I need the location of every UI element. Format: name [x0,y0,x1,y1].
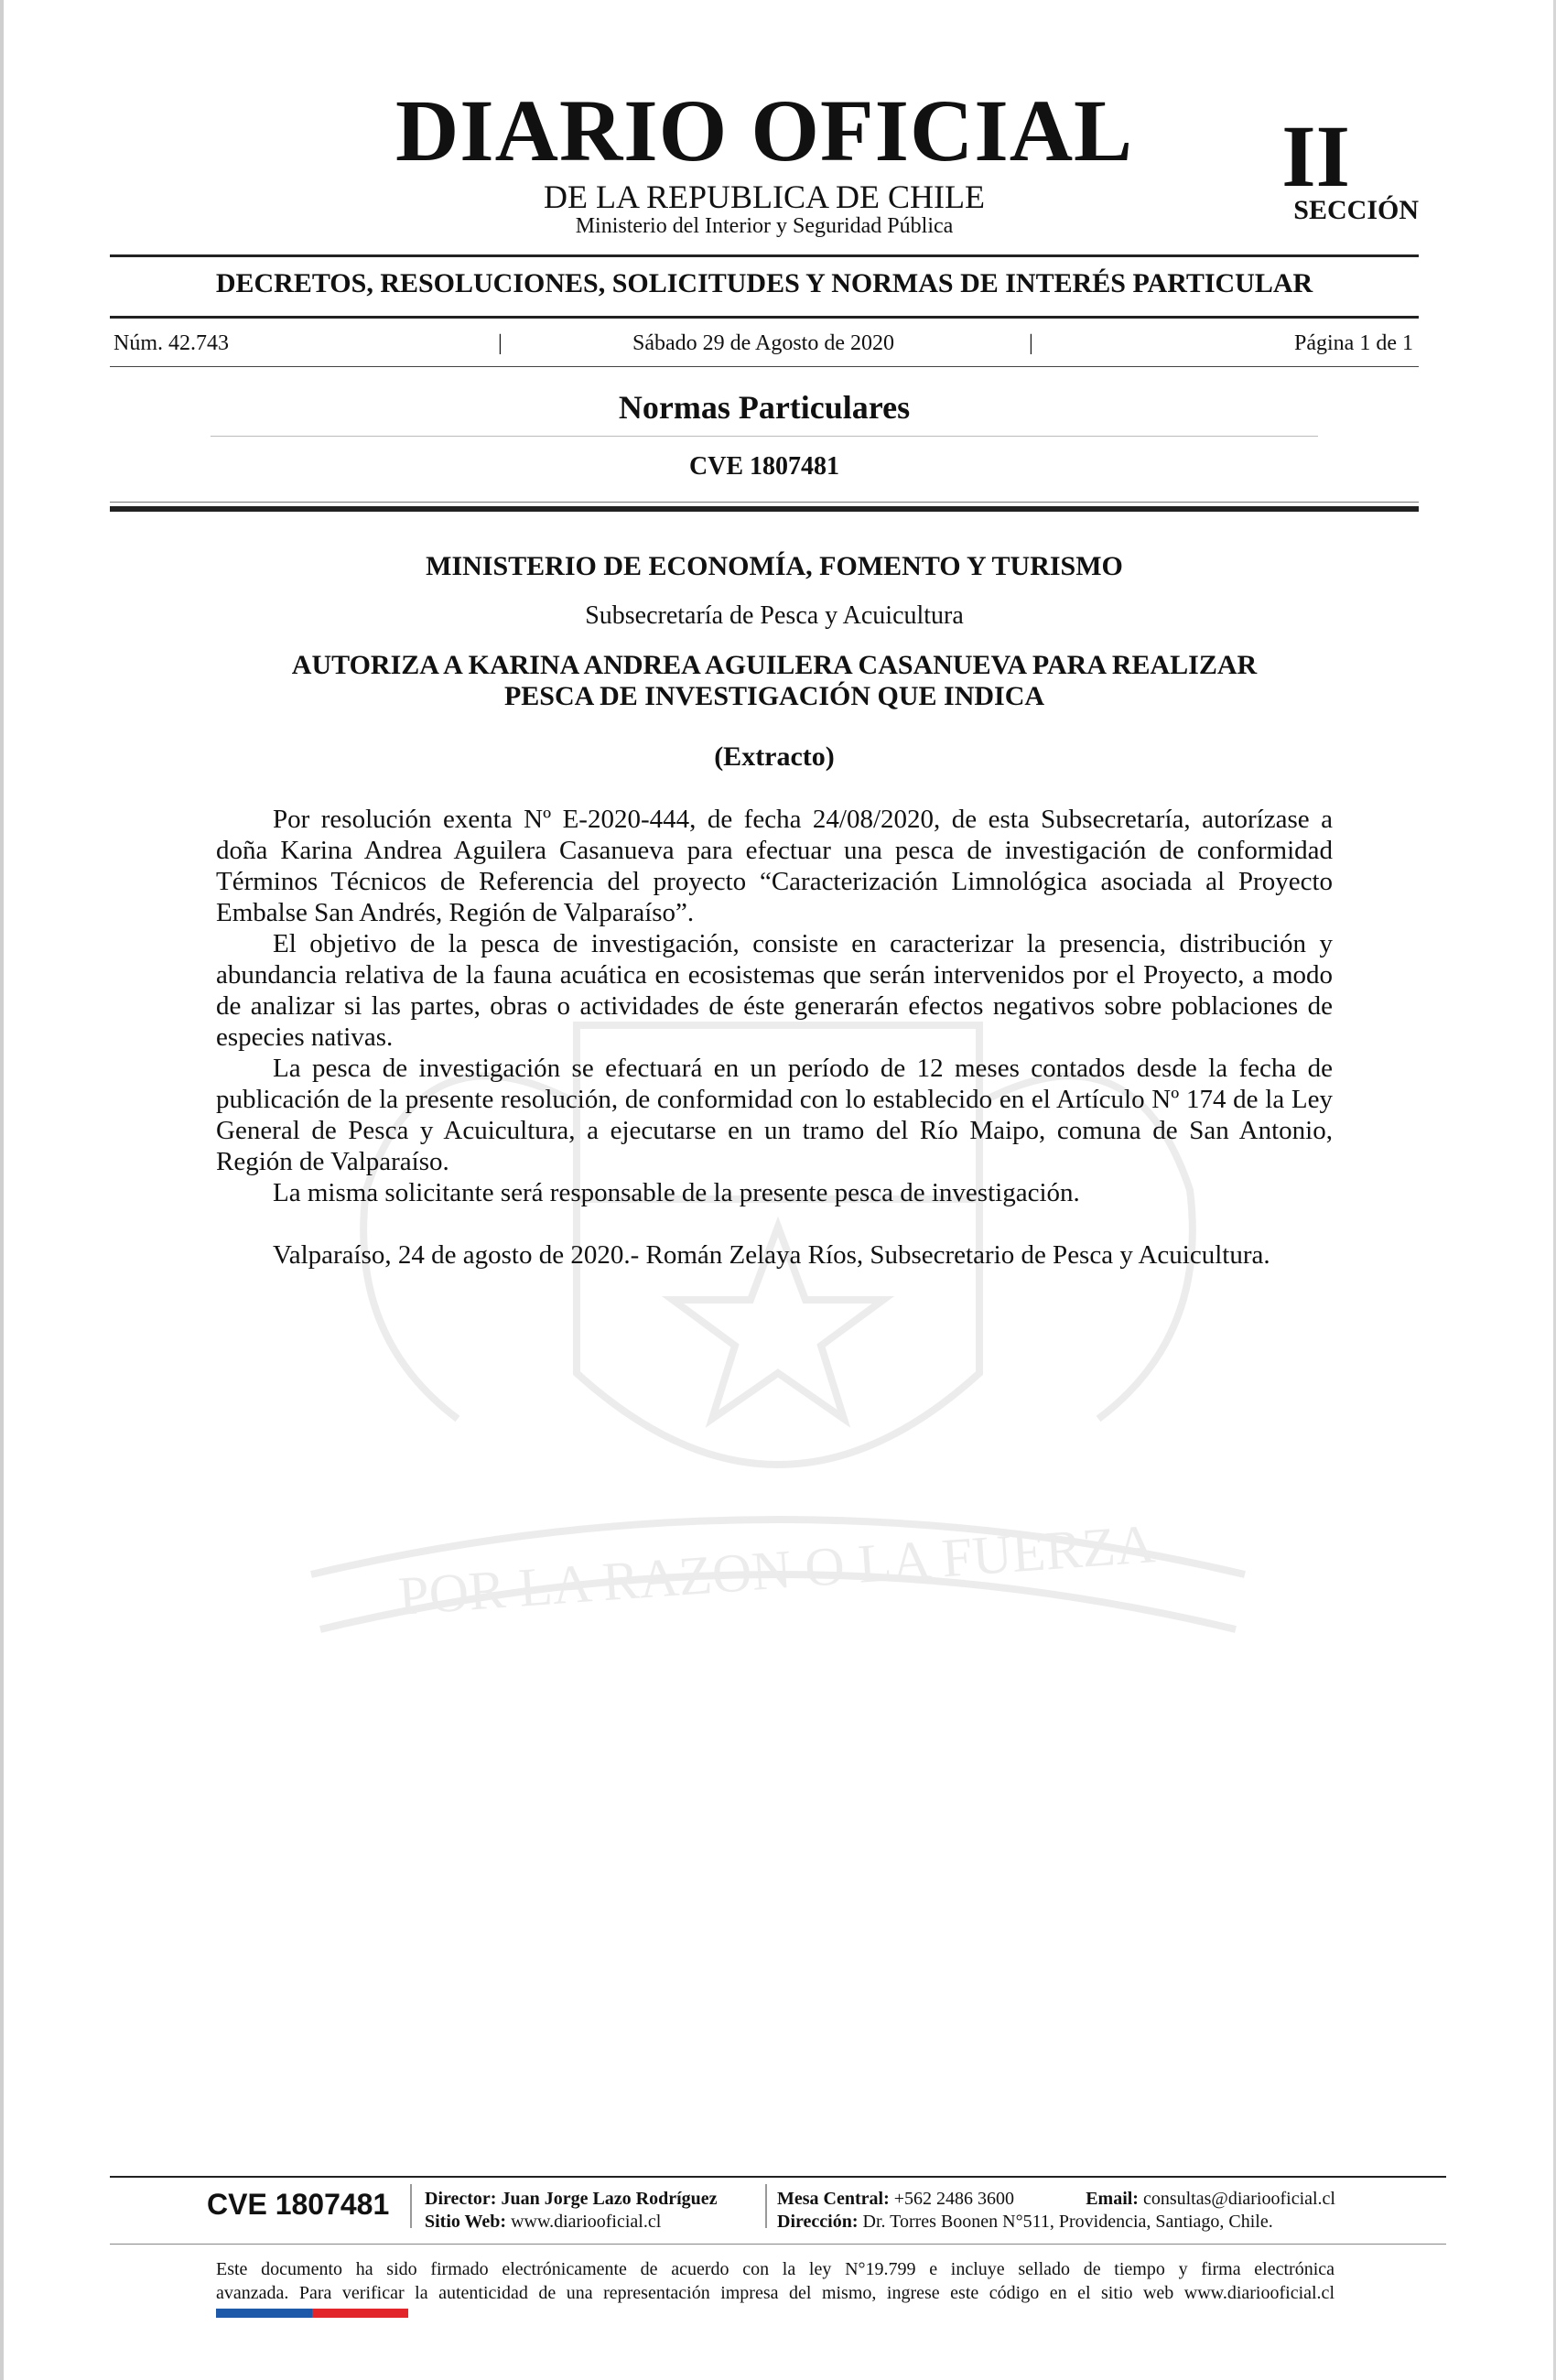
category-banner: DECRETOS, RESOLUCIONES, SOLICITUDES Y NORMAS DE INTERÉS PARTICULAR [215,268,1313,298]
masthead [110,81,1419,252]
notice-line: Este documento ha sido firmado electrónicamente de acuerdo con la ley N°19.799 e incluye sellado de tiempo y firma electrónica [216,2259,1334,2279]
footer-contact-block [777,2188,1335,2234]
document-heading [216,650,1333,712]
flag-stripe [216,2309,408,2318]
paragraph: La misma solicitante será responsable de la presente pesca de investigación. [273,1178,1080,1207]
organization: MINISTERIO DE ECONOMÍA, FOMENTO Y TURISMO [426,551,1123,581]
issue-number: Núm. 42.743 [113,331,229,355]
info-separator: | [1029,331,1033,355]
paragraph: Por resolución exenta Nº E-2020-444, de fecha 24/08/2020, de esta Subsecretaría, autorízase a doña Karina Andrea Aguilera Casanueva para efectuar una pesca de investigación de conformidad Términos Técnicos de Referencia del proyecto “Caracterización Limnológica asociada al Proyecto Embalse San Andrés, Región de Valparaíso”. [216,805,1333,927]
paragraph: El objetivo de la pesca de investigación, consiste en caracterizar la presencia, distribución y abundancia relativa de la fauna acuática en ecosistemas que serán intervenidos por el Proyecto, a modo de analizar si las partes, obras o actividades de éste generarán efectos negativos sobre poblaciones de especies nativas. [216,929,1333,1052]
issue-date: Sábado 29 de Agosto de 2020 [632,331,894,355]
cve-rule-thin [110,502,1419,503]
cve-code: CVE 1807481 [688,452,840,481]
phone-label: Mesa Central: [777,2189,890,2209]
director-name: Juan Jorge Lazo Rodríguez [501,2189,718,2209]
signature-notice [216,2257,1334,2305]
paragraph: La pesca de investigación se efectuará en un período de 12 meses contados desde la fecha de publicación de la presente resolución, de conformidad con lo establecido en el Artículo Nº 174 de la Ley General de Pesca y Acuicultura, a ejecutarse en un tramo del Río Maipo, comuna de San Antonio, Región de Valparaíso. [216,1054,1333,1176]
flag-red-segment [312,2309,408,2318]
flag-blue-segment [216,2309,312,2318]
watermark-motto: POR LA RAZON O LA FUERZA [396,1513,1158,1627]
category-rule [110,316,1419,319]
header-rule [110,254,1419,257]
footer-divider [765,2184,767,2228]
address-value: Dr. Torres Boonen N°511, Providencia, Santiago, Chile. [862,2212,1273,2232]
info-rule [110,366,1419,367]
section-label: SECCIÓN [1293,195,1419,225]
footer-divider [410,2184,412,2228]
heading-line: PESCA DE INVESTIGACIÓN QUE INDICA [503,681,1045,711]
heading-line: AUTORIZA A KARINA ANDREA AGUILERA CASANUEVA PARA REALIZAR [291,650,1258,680]
email-label: Email: [1086,2189,1139,2209]
extract-label: (Extracto) [714,741,835,772]
footer-rule-thin [110,2244,1446,2245]
page-edge-left [0,0,4,2380]
section-number: II [1281,107,1350,205]
document-body [216,804,1333,1271]
address-label: Dirección: [777,2212,859,2232]
signature-paragraph: Valparaíso, 24 de agosto de 2020.- Román Zelaya Ríos, Subsecretario de Pesca y Acuicultura. [273,1240,1270,1270]
sub-organization: Subsecretaría de Pesca y Acuicultura [585,601,964,630]
phone-number: +562 2486 3600 [893,2189,1015,2209]
page-count: Página 1 de 1 [1294,331,1413,355]
cve-rule-thick [110,506,1419,512]
section-title: Normas Particulares [618,389,911,426]
section-title-rule [211,436,1318,437]
website-label: Sitio Web: [425,2212,507,2232]
footer-rule [110,2176,1446,2178]
footer-cve-code: CVE 1807481 [207,2188,390,2221]
website-link[interactable]: www.diariooficial.cl [511,2212,662,2232]
notice-line: avanzada. Para verificar la autenticidad de una representación impresa del mismo, ingrese este código en el sitio web www.diariooficial.cl [216,2283,1334,2303]
email-link[interactable]: consultas@diariooficial.cl [1142,2189,1335,2209]
newspaper-title: DIARIO OFICIAL [394,81,1134,179]
newspaper-subtitle: DE LA REPUBLICA DE CHILE [544,178,985,215]
director-label: Director: [425,2189,497,2209]
ministry-line: Ministerio del Interior y Seguridad Pública [575,214,954,238]
info-separator: | [498,331,502,355]
footer-director-block [425,2188,718,2234]
